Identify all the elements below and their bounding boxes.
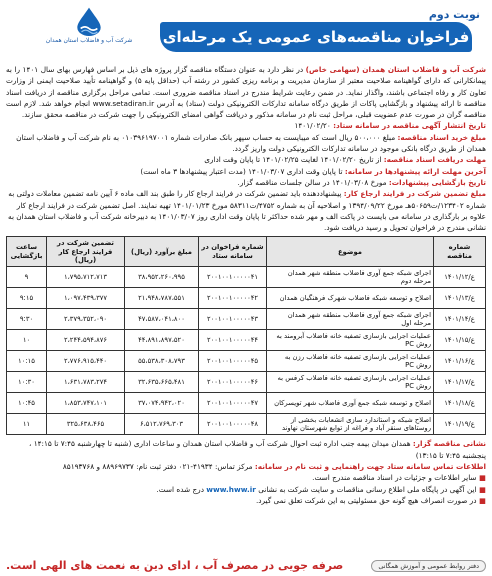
- cell-opening-time: ۱۰:۱۵: [7, 351, 47, 372]
- note-bullet: ■: [476, 484, 486, 494]
- note-label: نشانی مناقصه گزار:: [412, 439, 486, 449]
- cell-setad-number: ۲۰۰۱۰۰۱۰۰۰۰۰۴۱: [199, 267, 267, 288]
- note-item: [6, 461, 486, 472]
- table-header-row: [7, 237, 486, 267]
- detail-item: [6, 120, 486, 131]
- col-opening-time: ساعت بازگشایی: [7, 237, 47, 267]
- notes: [6, 438, 486, 506]
- cell-setad-number: ۲۰۰۱۰۰۱۰۰۰۰۰۴۴: [199, 330, 267, 351]
- cell-setad-number: ۲۰۰۱۰۰۱۰۰۰۰۰۴۲: [199, 288, 267, 309]
- table-row: [7, 330, 486, 351]
- note-value: سایر اطلاعات و جزئیات در اسناد مناقصه مندرج است.: [312, 473, 477, 483]
- note-label: اطلاعات تماس سامانه ستاد جهت راهنمایی و ثبت نام در سامانه:: [254, 462, 486, 472]
- water-drop-logo-icon: [72, 6, 106, 36]
- detail-value: از تاریخ ۱۴۰۱/۰۲/۲۰ لغایت ۱۴۰۱/۰۲/۲۵ تا پایان وقت اداری: [204, 155, 384, 165]
- col-setad-number: شماره فراخوان در سامانه ستاد: [199, 237, 267, 267]
- cell-subject: اصلاح و توسعه شبکه فاضلاب شهرک فرهنگیان همدان: [267, 288, 434, 309]
- detail-label: آخرین مهلت ارائه پیشنهادها در سامانه:: [344, 166, 486, 176]
- cell-tender-number: ع/۱۴۰۱/۱۴: [434, 309, 486, 330]
- cell-guarantee: ۲،۳۷۹،۳۵۲،۰۹۰: [47, 309, 125, 330]
- cell-tender-number: ع/۱۴۰۱/۱۷: [434, 372, 486, 393]
- detail-label: تاریخ انتشار آگهی مناقصه در سامانه ستاد:: [333, 121, 486, 131]
- cell-guarantee: ۱،۷۹۵،۷۱۲،۷۱۳: [47, 267, 125, 288]
- note-value: همدان میدان بیمه جنب اداره ثبت احوال شرکت آب و فاضلاب استان همدان و ساعات اداری (شنبه تا چهارشنبه ۷:۴۵ تا ۱۴:۱۵ ، پنجشنبه ۷:۴۵ تا ۱۳:۱۵): [29, 439, 486, 460]
- tender-table: [6, 236, 486, 435]
- col-estimate: مبلغ برآورد (ریال): [125, 237, 199, 267]
- intro-text: در نظر دارد به عنوان دستگاه مناقصه گزار پروژه های ذیل بر اساس فهارس بهای سال ۱۴۰۱ را به پیمانکارانی که دارای گواهینامه صلاحیت معتبر از سازمان مدیریت و برنامه ریزی کشور در رشته آب (حداقل پایه ۵) و گواهینامه تأیید صلاحیت ایمنی از وزارت تعاون کار و رفاه اجتماعی باشند، واگذار نماید. در ضمن رعایت شرایط مندرج در اسناد مناقصه ضروری است. تمامی مراحل برگزاری مناقصه از دریافت اسناد مناقصه تا ارائه پیشنهاد و بازگشایی پاکات از طریق درگاه سامانه تدارکات الکترونیکی دولت (ستاد) به آدرس www.setadiran.ir انجام خواهد شد. لازم است مناقصه گران در صورت عدم عضویت قبلی، مراحل ثبت نام در سامانه مذکور و دریافت گواهی امضای الکترونیکی را جهت شرکت در مناقصه محقق سازند.: [6, 65, 487, 120]
- note-bullet: ■: [476, 495, 486, 505]
- footer: [6, 559, 486, 572]
- cell-subject: اجرای شبکه جمع آوری فاضلاب منطقه شهر همدان مرحله اول: [267, 309, 434, 330]
- detail-label: مبلغ خرید اسناد مناقصه:: [397, 132, 486, 142]
- cell-estimate: ۴۷،۵۸۷،۰۴۱،۸۰۰: [125, 309, 199, 330]
- detail-item: [6, 188, 486, 233]
- cell-opening-time: ۱۱: [7, 414, 47, 435]
- intro-lead: شرکت آب و فاضلاب استان همدان (سهامی خاص): [305, 65, 486, 74]
- cell-guarantee: ۱،۰۹۷،۴۳۹،۳۷۷: [47, 288, 125, 309]
- cell-subject: عملیات اجرایی بازسازی تصفیه خانه فاضلاب رزن به روش PC: [267, 351, 434, 372]
- cell-opening-time: ۹: [7, 267, 47, 288]
- cell-estimate: ۳۷،۰۷۴،۹۴۲،۰۲۰: [125, 393, 199, 414]
- logo-text: شرکت آب و فاضلاب استان همدان: [45, 37, 133, 44]
- cell-tender-number: ع/۱۴۰۱/۱۵: [434, 330, 486, 351]
- cell-opening-time: ۹:۱۵: [7, 288, 47, 309]
- cell-tender-number: ع/۱۴۰۱/۱۳: [434, 288, 486, 309]
- detail-value: مبلغ ۵۰۰،۰۰۰ ریال است که میبایست به حساب سپهر بانک صادرات شماره ۰۱۰۳۹۶۱۹۷۰۰۱ به نام شرکت آب و فاضلاب استان همدان از طریق درگاه بانکی موجود در سامانه تدارکات الکترونیکی دولت واریز گردد.: [16, 132, 486, 154]
- detail-item: [6, 132, 486, 155]
- note-value: این آگهی در پایگاه ملی اطلاع رسانی مناقصات و سایت شرکت به نشانی: [255, 484, 477, 494]
- cell-guarantee: ۱،۸۵۳،۷۴۷،۱۰۱: [47, 393, 125, 414]
- note-bullet: ■: [476, 473, 486, 483]
- note-item: [6, 438, 486, 461]
- col-tender-number: شماره مناقصه: [434, 237, 486, 267]
- footer-org: دفتر روابط عمومی و آموزش همگانی: [371, 560, 486, 572]
- cell-tender-number: ع/۱۴۰۱/۱۸: [434, 393, 486, 414]
- cell-setad-number: ۲۰۰۱۰۰۱۰۰۰۰۰۴۸: [199, 414, 267, 435]
- tender-details: [6, 120, 486, 233]
- detail-label: مبلغ تضمین شرکت در فرایند ارجاع کار:: [343, 189, 486, 199]
- detail-label: مهلت دریافت اسناد مناقصه:: [383, 155, 486, 165]
- cell-opening-time: ۱۰: [7, 330, 47, 351]
- website-link[interactable]: www.hww.ir: [206, 484, 256, 494]
- note-value: در صورت انصراف هیچ گونه حق مسئولیتی به این شرکت تعلق نمی گیرد.: [255, 495, 477, 505]
- note-value: مرکز تماس: ۴۱۹۳۴-۰۲۱ دفتر ثبت نام: ۸۸۹۶۹۷۳۷ و ۸۵۱۹۳۷۶۸: [62, 462, 255, 472]
- cell-estimate: ۶،۵۱۲،۷۶۹،۳۰۳: [125, 414, 199, 435]
- intro-paragraph: [6, 64, 486, 120]
- note-item: [6, 495, 486, 506]
- table-row: [7, 351, 486, 372]
- note-item: [6, 472, 486, 483]
- col-subject: موضوع: [267, 237, 434, 267]
- page-title: فراخوان مناقصه‌های عمومی یک مرحله‌ای: [160, 22, 472, 52]
- cell-guarantee: ۱،۶۳۱،۷۸۳،۲۷۴: [47, 372, 125, 393]
- note-tail: درج شده است.: [156, 484, 207, 494]
- cell-opening-time: ۹:۳۰: [7, 309, 47, 330]
- cell-tender-number: ع/۱۴۰۱/۱۶: [434, 351, 486, 372]
- detail-item: [6, 166, 486, 177]
- table-row: [7, 393, 486, 414]
- cell-setad-number: ۲۰۰۱۰۰۱۰۰۰۰۰۴۷: [199, 393, 267, 414]
- cell-estimate: ۲۱،۹۴۸،۷۸۷،۵۵۱: [125, 288, 199, 309]
- note-item: [6, 484, 486, 495]
- cell-estimate: ۳۸،۹۵۲،۲۶۰،۹۹۵: [125, 267, 199, 288]
- detail-value: ۱۴۰۱/۰۲/۲۰: [294, 121, 334, 131]
- cell-subject: عملیات اجرایی بازسازی تصفیه خانه فاضلاب آبرومند به روش PC: [267, 330, 434, 351]
- cell-setad-number: ۲۰۰۱۰۰۱۰۰۰۰۰۴۳: [199, 309, 267, 330]
- cell-estimate: ۳۲،۶۳۵،۶۶۵،۴۸۱: [125, 372, 199, 393]
- table-row: [7, 372, 486, 393]
- cell-opening-time: ۱۰:۴۵: [7, 393, 47, 414]
- cell-guarantee: ۲،۲۴۴،۵۹۴،۸۷۶: [47, 330, 125, 351]
- cell-estimate: ۴۴،۸۹۱،۸۹۷،۵۲۰: [125, 330, 199, 351]
- table-row: [7, 288, 486, 309]
- turn-label: نوبت دوم: [428, 8, 480, 21]
- detail-label: تاریخ بازگشایی پیشنهادات:: [388, 177, 486, 187]
- table-row: [7, 414, 486, 435]
- detail-value: مورخ ۱۴۰۱/۰۳/۰۸ در سالن جلسات مناقصه گزار.: [237, 177, 389, 187]
- table-row: [7, 309, 486, 330]
- cell-subject: اصلاح شبکه و استاندارد سازی انشعابات بخشی از روستاهای سنقر آباد و فراغه از توابع شهرستان نهاوند: [267, 414, 434, 435]
- cell-subject: اجرای شبکه جمع آوری فاضلاب منطقه شهر همدان مرحله دوم: [267, 267, 434, 288]
- cell-tender-number: ع/۱۴۰۱/۱۹: [434, 414, 486, 435]
- table-row: [7, 267, 486, 288]
- company-logo: [14, 6, 164, 44]
- col-guarantee: تضمین شرکت در فرایند ارجاع کار (ریال): [47, 237, 125, 267]
- cell-tender-number: ع/۱۴۰۱/۱۲: [434, 267, 486, 288]
- cell-subject: عملیات اجرایی بازسازی تصفیه خانه فاضلاب کرفس به روش PC: [267, 372, 434, 393]
- detail-item: [6, 177, 486, 188]
- detail-value: تا پایان وقت اداری ۱۴۰۱/۰۳/۰۷ (مدت اعتبار پیشنهادها ۳ ماه است): [140, 166, 345, 176]
- cell-guarantee: ۲،۷۷۶،۹۱۵،۴۴۰: [47, 351, 125, 372]
- footer-slogan: صرفه جویی در مصرف آب ، ادای دین به نعمت های الهی است.: [6, 559, 344, 572]
- cell-opening-time: ۱۰:۳۰: [7, 372, 47, 393]
- cell-subject: اصلاح و توسعه شبکه جمع آوری فاضلاب شهر تویسرکان: [267, 393, 434, 414]
- cell-setad-number: ۲۰۰۱۰۰۱۰۰۰۰۰۴۶: [199, 372, 267, 393]
- cell-guarantee: ۳۲۵،۶۳۸،۴۶۵: [47, 414, 125, 435]
- cell-setad-number: ۲۰۰۱۰۰۱۰۰۰۰۰۴۵: [199, 351, 267, 372]
- cell-estimate: ۵۵،۵۳۸،۳۰۸،۷۹۳: [125, 351, 199, 372]
- detail-item: [6, 154, 486, 165]
- detail-value: پیشنهاددهنده باید تضمین شرکت در فرایند ارجاع کار را طبق بند الف ماده ۶ آیین نامه تضمین معاملات دولتی به شماره ۱۲۳۴۰۲/ت۵۰۶۵۹هـ مورخ ۱۳۹۴/۰۹/۲۲ و اصلاحیه آن به شماره ۴۷۵۲/ت۵۸۳۱۱ مورخ ۱۴۰۱/۰۱/۲۳ تهیه نمایند. اصل تضمین شرکت در فرایند ارجاع کار علاوه بر بارگذاری در سامانه می بایست در پاکت الف و مهر شده حداکثر تا پایان وقت اداری روز ۱۴۰۱/۰۳/۰۷ به دبیرخانه شرکت آب و فاضلاب استان همدان به نشانی مندرج در فراخوان تحویل و رسید دریافت شود.: [8, 189, 486, 233]
